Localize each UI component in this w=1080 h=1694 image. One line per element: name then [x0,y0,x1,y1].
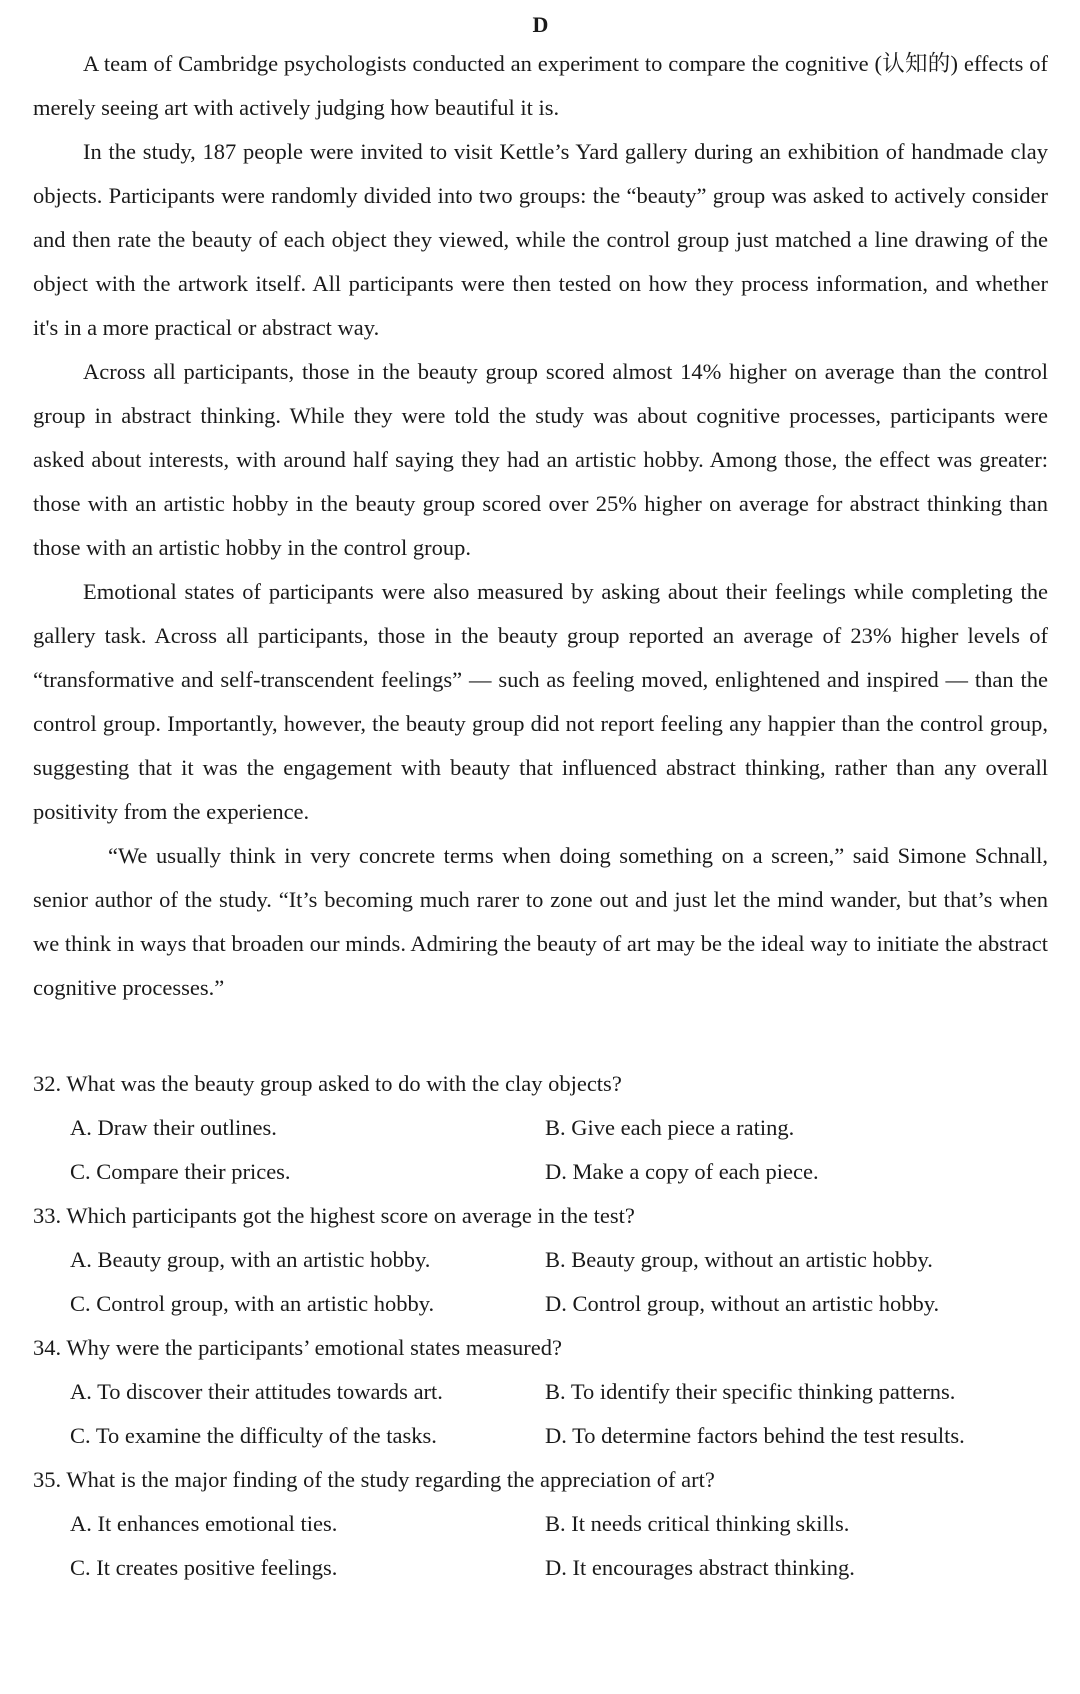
question-34 [33,1326,1048,1458]
reading-passage [33,42,1048,1010]
option-a[interactable]: A. Beauty group, with an artistic hobby. [70,1247,431,1272]
passage-paragraph-2: In the study, 187 people were invited to visit Kettle’s Yard gallery during an exhibition of handmade clay objects. Participants were randomly divided into two groups: the “beauty” group was asked to actively consider and then rate the beauty of each object they viewed, while the control group just matched a line drawing of the object with the artwork itself. All participants were then tested on how they process information, and whether it's in a more practical or abstract way. [33,139,1048,340]
option-grid [33,1106,1048,1194]
exam-page [33,0,1048,1590]
option-a[interactable]: A. Draw their outlines. [70,1115,277,1140]
question-32 [33,1062,1048,1194]
option-c[interactable]: C. It creates positive feelings. [70,1555,338,1580]
section-label: D [532,12,549,37]
passage-paragraph-1: A team of Cambridge psychologists conducted an experiment to compare the cognitive (认知的) effects of merely seeing art with actively judging how beautiful it is. [33,51,1048,120]
section-gap [33,1010,1048,1062]
question-stem: 32. What was the beauty group asked to do with the clay objects? [33,1071,622,1096]
option-a[interactable]: A. It enhances emotional ties. [70,1511,338,1536]
option-grid [33,1238,1048,1326]
option-d[interactable]: D. Make a copy of each piece. [545,1159,819,1184]
question-stem: 34. Why were the participants’ emotional states measured? [33,1335,562,1360]
option-b[interactable]: B. It needs critical thinking skills. [545,1511,850,1536]
passage-paragraph-4: Emotional states of participants were also measured by asking about their feelings while completing the gallery task. Across all participants, those in the beauty group reported an average of 23% higher levels of “transformative and self-transcendent feelings” — such as feeling moved, enlightened and inspired — than the control group. Importantly, however, the beauty group did not report feeling any happier than the control group, suggesting that it was the engagement with beauty that influenced abstract thinking, rather than any overall positivity from the experience. [33,579,1048,824]
option-d[interactable]: D. It encourages abstract thinking. [545,1555,855,1580]
question-list [33,1062,1048,1590]
passage-paragraph-3: Across all participants, those in the beauty group scored almost 14% higher on average than the control group in abstract thinking. While they were told the study was about cognitive processes, participants were asked about interests, with around half saying they had an artistic hobby. Among those, the effect was greater: those with an artistic hobby in the beauty group scored over 25% higher on average for abstract thinking than those with an artistic hobby in the control group. [33,359,1048,560]
option-c[interactable]: C. Compare their prices. [70,1159,291,1184]
option-d[interactable]: D. To determine factors behind the test results. [545,1423,965,1448]
option-grid [33,1502,1048,1590]
option-c[interactable]: C. To examine the difficulty of the tasks. [70,1423,437,1448]
question-35 [33,1458,1048,1590]
question-stem: 35. What is the major finding of the study regarding the appreciation of art? [33,1467,715,1492]
option-b[interactable]: B. To identify their specific thinking patterns. [545,1379,956,1404]
option-d[interactable]: D. Control group, without an artistic hobby. [545,1291,940,1316]
option-b[interactable]: B. Beauty group, without an artistic hobby. [545,1247,933,1272]
option-c[interactable]: C. Control group, with an artistic hobby. [70,1291,435,1316]
option-b[interactable]: B. Give each piece a rating. [545,1115,795,1140]
option-a[interactable]: A. To discover their attitudes towards art. [70,1379,443,1404]
question-stem: 33. Which participants got the highest score on average in the test? [33,1203,635,1228]
question-33 [33,1194,1048,1326]
passage-paragraph-5: “We usually think in very concrete terms when doing something on a screen,” said Simone Schnall, senior author of the study. “It’s becoming much rarer to zone out and just let the mind wander, but that’s when we think in ways that broaden our minds. Admiring the beauty of art may be the ideal way to initiate the abstract cognitive processes.” [33,843,1048,1000]
option-grid [33,1370,1048,1458]
